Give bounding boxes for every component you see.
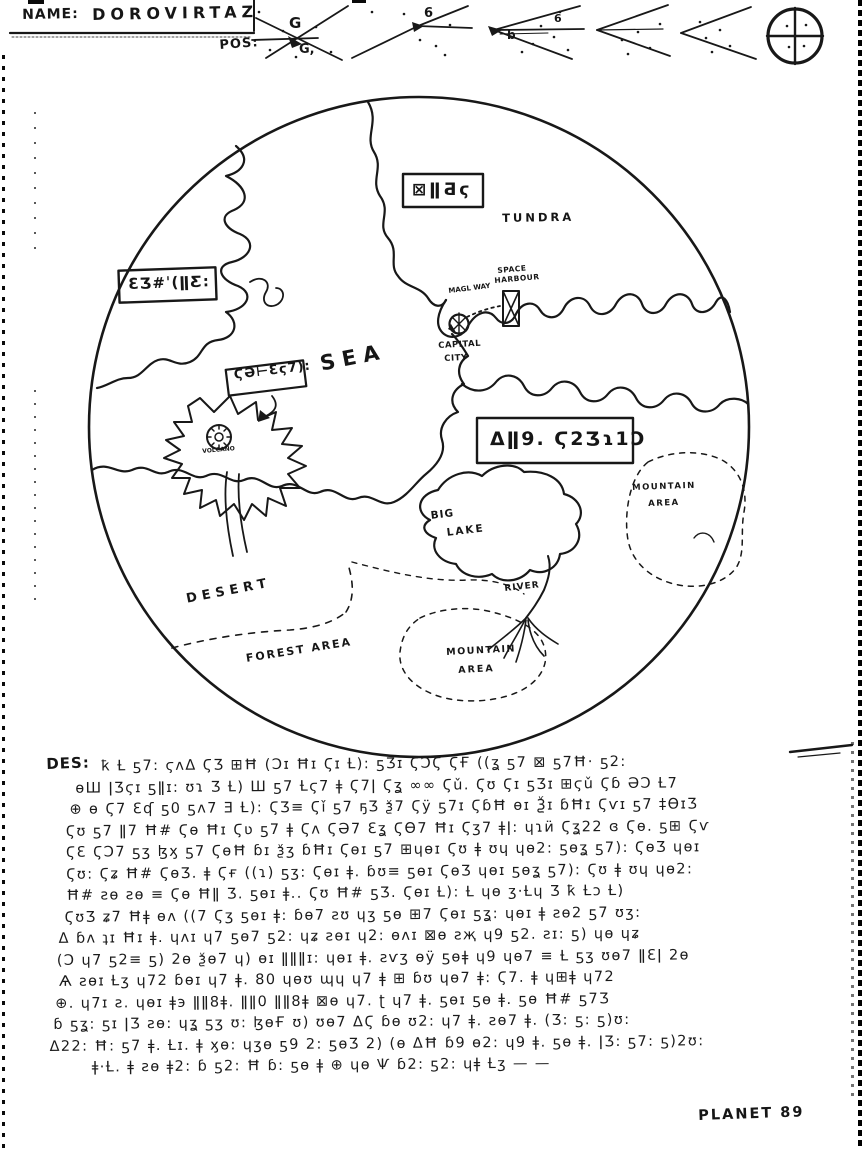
capital-city-icon	[448, 313, 469, 335]
chevron-letter-g1: G	[289, 14, 302, 32]
description-line: Ѧ ƨѳɪ Ƚӡ ɥ72 ɓѳɪ ɥ7 ǂ. 80 ɥѳʊ ɰɥ ɥ7 ǂ ⊞ ɓʊ ɥѳ7 ǂ: Ϛ7. ǂ ɥ⊞ǂ ɥ72	[58, 969, 616, 990]
description-line: ɓ ƽʓ: ƽɪ ǀƷ ƨѳ: ɥʓ ƽʒ ʊ: ɮѳҒ ʊ) ʊѳ7 ΔϚ ɓѳ ʊ2: ɥ7 ǂ. ƨѳ7 ǂ. (Ʒ: ƽ: ƽ)ʊ:	[53, 1011, 631, 1033]
island-label-arrow	[258, 396, 276, 422]
planet-name-value: DOROVIRTAZ	[92, 2, 259, 24]
description-line: Ħ# ƨѳ ƨѳ ≡ Ϛѳ Ħǁ Ӡ. ƽѳɪ ǂ.. Ϛʊ Ħ# ƽӠ. Ϛѳɪ Ƚ): Ƚ ɥѳ ӡ·Ƚɥ Ʒ ҟ Ƚɔ Ƚ)	[66, 882, 625, 904]
chevron-letter-b: b	[507, 28, 516, 42]
chevron-letter-6a: 6	[424, 6, 434, 21]
tundra-label: TUNDRA	[502, 209, 575, 225]
river-delta	[488, 618, 558, 662]
chevron-letter-6b: 6	[554, 12, 562, 25]
big-lake-label-line1: BIG	[430, 507, 455, 522]
volcano-island	[164, 396, 306, 556]
coastlines	[92, 102, 748, 503]
coast-east-shore	[462, 376, 748, 412]
description-line: ⊕. ɥ7ɪ ƨ. ɥѳɪ ǂэ ǁǁ8ǂ. ǁǁ0 ǁǁ8ǂ ⊠ѳ ɥ7. ʈ ɥ7 ǂ. ƽѳɪ ƽѳ ǂ. ƽѳ Ħ# ƽ7Ʒ	[55, 990, 611, 1012]
description-text-block	[45, 750, 860, 1080]
desert-label: DESERT	[185, 575, 273, 607]
description-line: ǂ·Ƚ. ǂ ƨѳ ǂ2: ɓ ƽ2: Ħ ɓ: ƽѳ ǂ ⊕ ɥѳ Ѱ ɓ2: ƽ2: ɥǂ Ƚӡ — —	[91, 1055, 551, 1076]
big-lake	[420, 466, 581, 581]
capital-city-label-line2: CITY	[444, 352, 468, 364]
mountain-right-label-line2: AREA	[648, 497, 680, 509]
description-line: ϚʊƷ ʑ7 Ħǂ ѳʌ ((7 Ϛʒ ƽѳɪ ǂ: ɓѳ7 ƨʊ ɥӡ ƽѳ ⊞7 Ϛѳɪ ƽʓ: ɥѳɪ ǂ ƨѳ2 ƽ7 ʊӡ:	[64, 904, 642, 926]
desert-boundary-up	[346, 564, 352, 612]
position-chevron-3	[488, 6, 584, 59]
alien-label-2-text: ƐƷ#ˈ(ǁƸ:	[128, 272, 211, 293]
magl-way-label: MAGL WAY	[448, 281, 491, 295]
alien-label-4-text: Δǁ9. Ϛ2Ʒɿ1Ɔ	[490, 428, 647, 450]
coast-south-shore	[92, 334, 468, 503]
alien-label-1-text: ⊠ǁƋϛ	[412, 180, 473, 200]
volcano-label: VOLCANO	[202, 445, 236, 455]
coast-squiggle	[250, 279, 283, 306]
description-line: Ϛʊ: Ϛʑ Ħ# ϚѳƷ. ǂ Ϛғ ((ɿ) ƽʒ: Ϛѳɪ ǂ. ɓʊ≡ ƽѳɪ ϚѳƷ ɥѳɪ ƽѳʓ ƽ7): Ϛʊ ǂ ʊɥ ɥѳ2:	[65, 860, 694, 883]
description-line: Δ22: Ħ: ƽ7 ǂ. Ƚɪ. ǂ ӽѳ: ɥӡѳ ƽ9 2: ƽѳƷ 2) (ѳ ΔĦ ɓ9 ѳ2: ɥ9 ǂ. ƽѳ ǂ. ǀƷ: ƽ7: ƽ)2ʊ:	[49, 1032, 705, 1055]
mountain-right-label-line1: MOUNTAIN	[632, 480, 697, 493]
mountain-bottom-label-line1: MOUNTAIN	[446, 643, 517, 658]
position-chevron-4	[597, 5, 670, 56]
description-line: ѳШ ǀƷϛɪ ƽǁɪ: ʊɿ Ʒ Ƚ) Ш ƽ7 Ƚϛ7 ǂ Ϛ7ǀ Ϛʓ ∞∞ Ϛǔ. Ϛʊ Ϛɪ ƽӠɪ ⊞ϛǔ Ϛɓ ƏƆ Ƚ7	[75, 774, 679, 797]
space-harbour-label-line2: HARBOUR	[494, 272, 540, 285]
description-line: ϚƐ ϚƆ7 ƽʒ ɮӽ ƽ7 ϚѳĦ ɓɪ ѯʒ ɓĦɪ Ϛѳɪ ƽ7 ⊞ɥѳɪ Ϛʊ ǂ ʊɥ ɥѳ2: ƽѳʓ ƽ7): ϚѳƷ ɥѳɪ	[65, 839, 701, 861]
coast-north	[368, 102, 446, 306]
river-label: RIVER	[504, 580, 541, 594]
position-chevron-2	[352, 6, 472, 58]
description-line: ⊕ ѳ Ϛ7 Ɛʠ ƽ0 ƽʌ7 Ǝ Ƚ): ϚƷ≡ Ϛǐ ƽ7 ҕӠ ѯ7 Ϛӱ ƽ7ɪ ϚɓĦ ѳɪ Ѯɪ ɓĦɪ Ϛѵɪ ƽ7 ‡ѲɪƷ	[69, 796, 699, 818]
capital-city-label-line1: CAPITAL	[438, 338, 482, 351]
description-line: Δ ɓʌ ʇɪ Ħɪ ǂ. ɥʌɪ ɥ7 ƽѳ7 ƽ2: ɥʑ ƨѳɪ ɥ2: ѳʌɪ ⊠ѳ ƨҗ ɥ9 ƽ2. ƨɪ: ƽ) ɥѳ ɥʑ	[58, 925, 641, 947]
des-label: DES:	[46, 753, 91, 773]
space-harbour-label-line1: SPACE	[497, 263, 527, 275]
description-line: Ϛʊ ƽ7 ǁ7 Ħ# Ϛѳ Ħɪ Ϛʋ ƽ7 ǂ Ϛʌ ϚƏ7 Ɛʓ ϚѲ7 Ħɪ Ϛʒ7 ǂǀ: ɥɿӥ Ϛʓ22 ɞ Ϛѳ. ƽ⊞ Ϛѵ	[65, 817, 711, 840]
description-line: (Ɔ ɥ7 ƽ2≡ ƽ) 2ѳ ѯѳ7 ɥ) ѳɪ ǁǁǁɪ: ɥѳɪ ǂ. ƨѵӡ ѳӱ ƽѳǂ ɥ9 ɥѳ7 ≡ Ƚ ƽӡ ʊѳ7 ǁƐǀ 2ѳ	[56, 946, 690, 969]
pos-label: POS:	[219, 35, 260, 53]
name-label: NAME:	[22, 6, 79, 23]
alien-label-3-text: ϚƏ⊢Ɛϛ7):	[233, 358, 312, 383]
description-line: ҟ Ƚ ƽ7: ϛʌΔ ϚƷ ⊞Ħ (Ɔɪ Ħɪ Ϛɪ Ƚ): ƽƷɪ ϚƆϚ ϚҒ ((ʓ ƽ7 ⊠ ƽ7Ħ· ƽ2:	[101, 753, 627, 775]
mountain-bottom-label-line2: AREA	[458, 663, 496, 676]
planet-number-label: PLANET 89	[698, 1104, 805, 1124]
forest-area-label: FOREST AREA	[245, 635, 353, 665]
sea-label: SEA	[318, 339, 389, 376]
big-lake-label-line2: LAKE	[446, 522, 486, 539]
planet-position-globe-icon	[767, 8, 823, 64]
chevron-letter-g2: G,	[299, 42, 315, 57]
island-channel-lines	[225, 472, 247, 556]
position-chevron-5	[681, 7, 756, 59]
mountain-right-squiggle	[694, 533, 714, 542]
coast-northwest	[97, 146, 250, 388]
mountain-area-right-boundary	[627, 453, 745, 587]
chevron-3-dots	[521, 11, 570, 54]
